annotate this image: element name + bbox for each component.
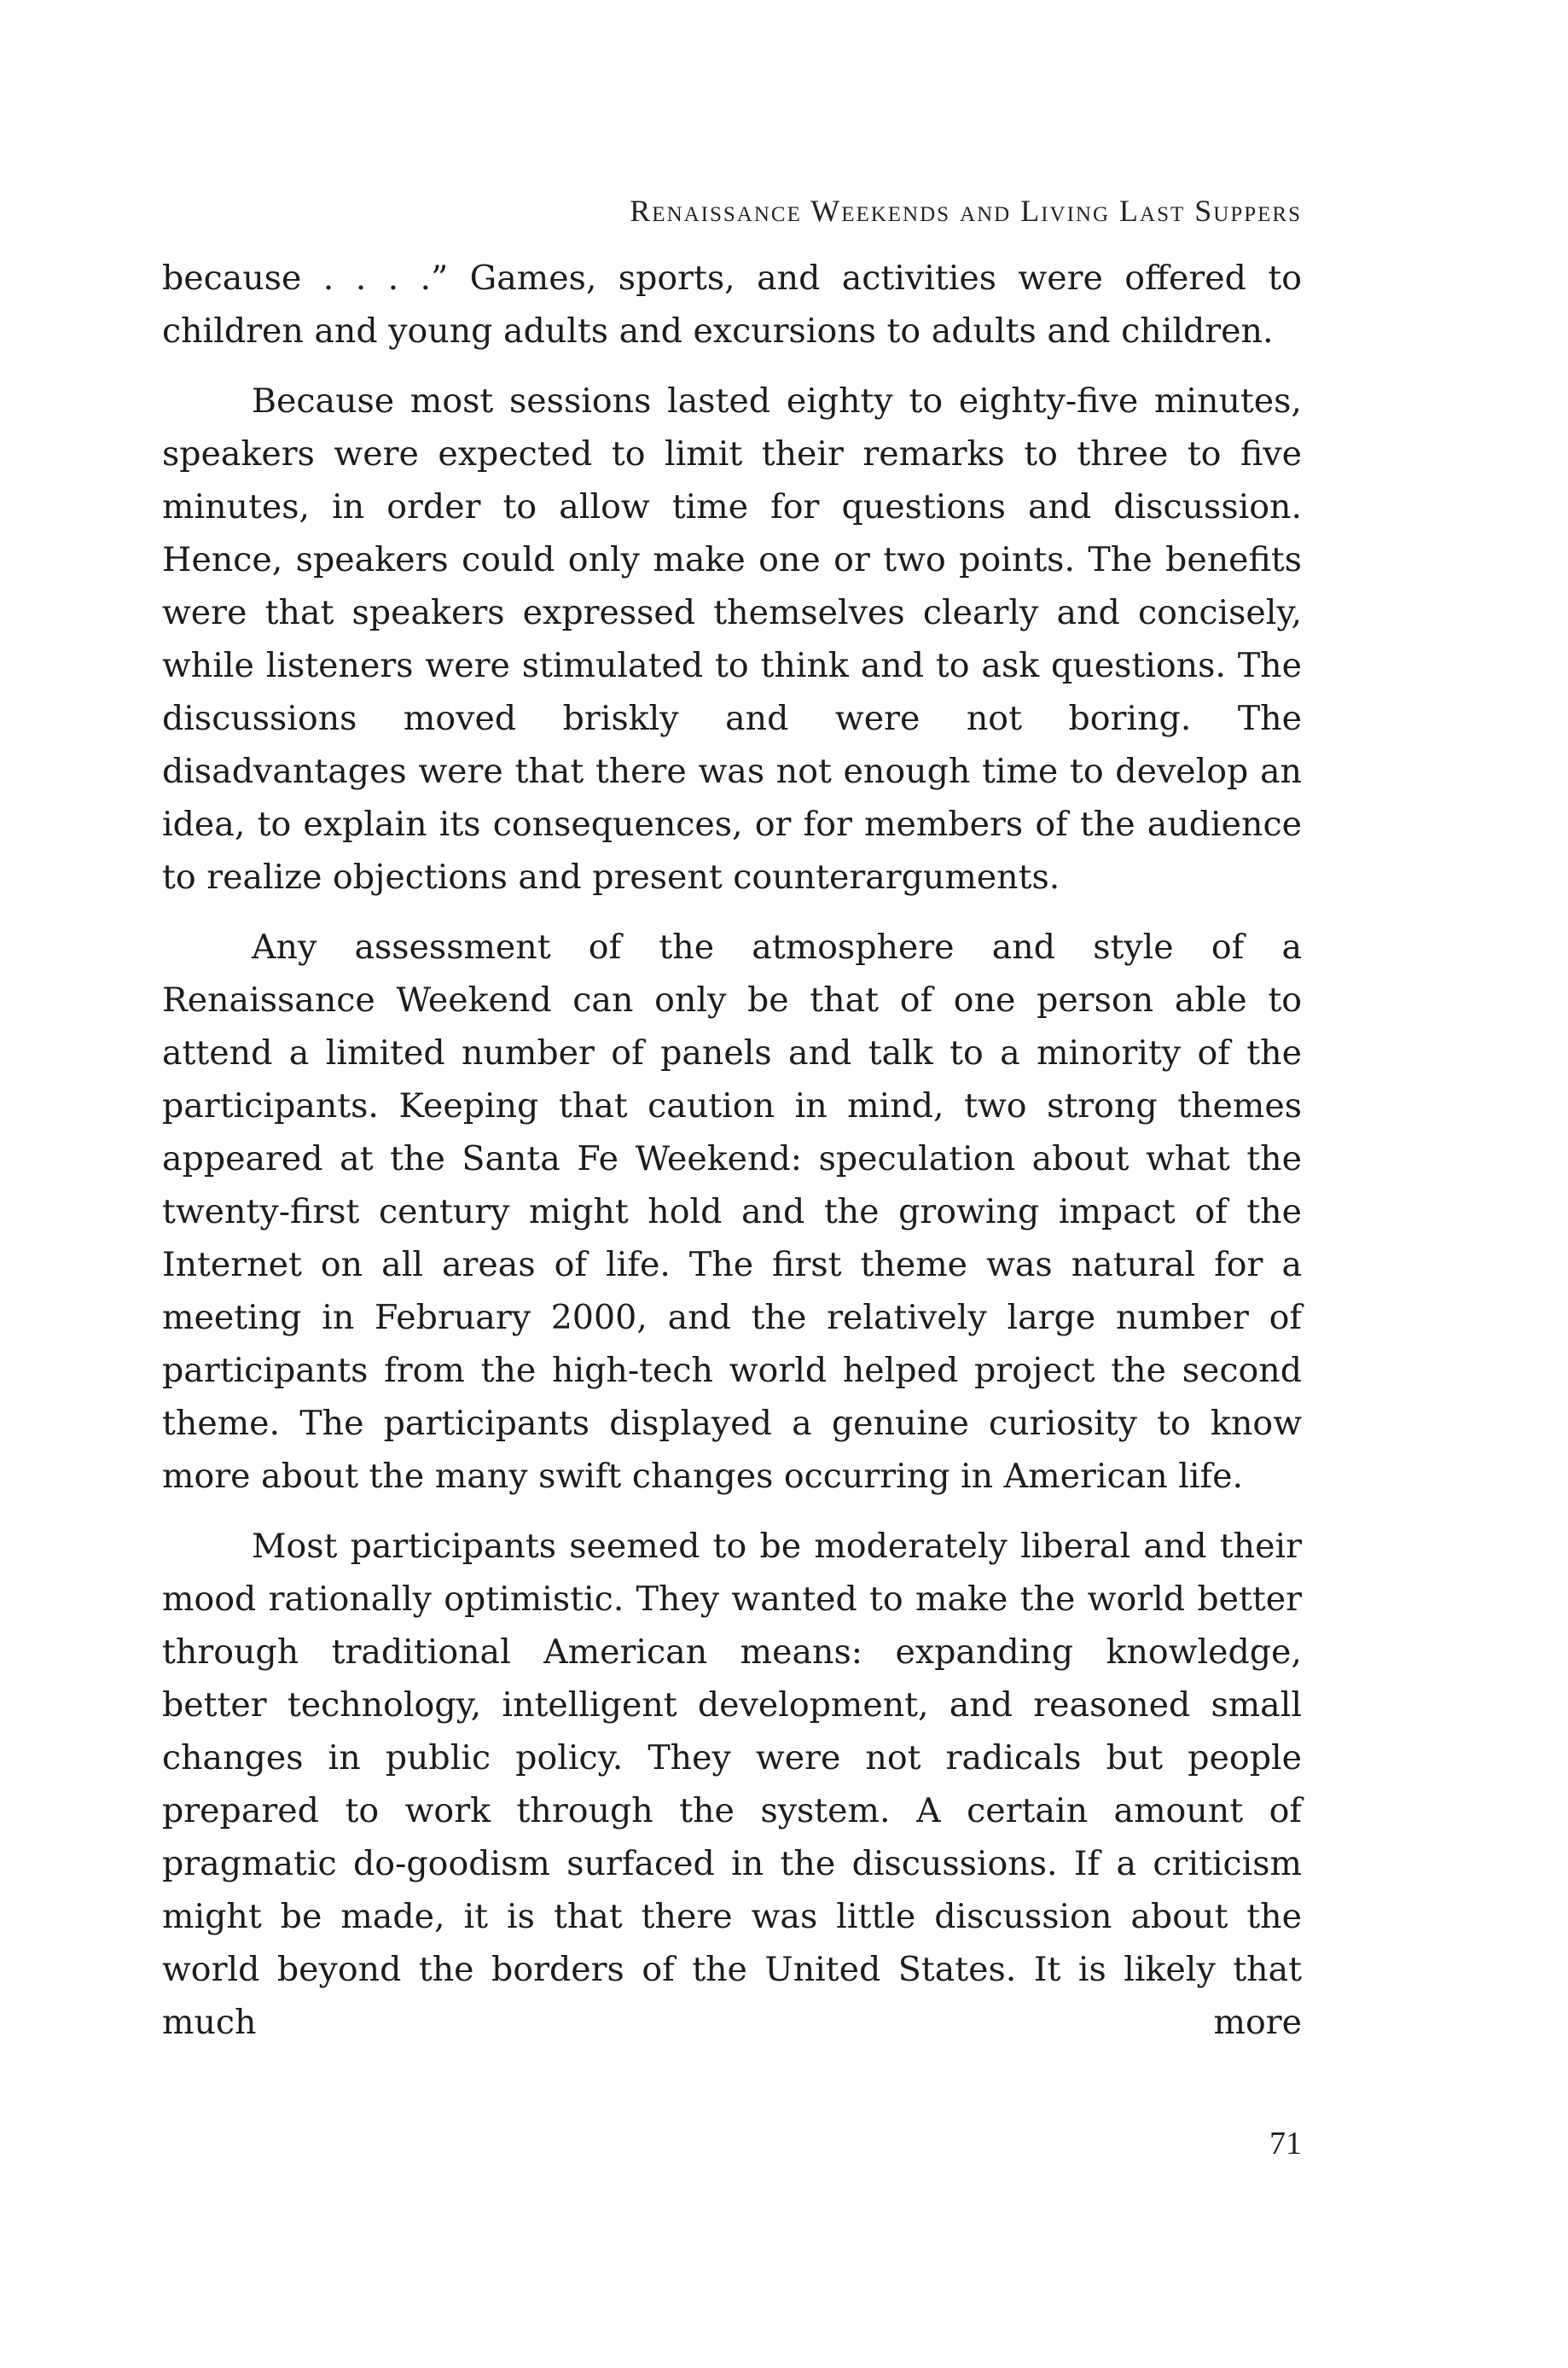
paragraph-atmosphere-assessment: Any assessment of the atmosphere and style of a Renaissance Weekend can only be that of one person able to attend a limited number of panels and talk to a minority of the participants. Keeping that caution in mind, two strong themes appeared at the Santa Fe Weekend: speculation about what the twenty-first century might hold and the growing impact of the Internet on all areas of life. The first theme was natural for a meeting in February 2000, and the relatively large number of participants from the high-tech world helped project the second theme. The participants displayed a genuine curiosity to know more about the many swift changes occurring in American life. xyxy=(162,928,1302,1496)
paragraph-participants-mood: Most participants seemed to be moderately liberal and their mood rationally optimistic. They wanted to make the world better through traditional American means: expanding knowledge, better technology, intelligent development, and reasoned small changes in public policy. They were not radicals but people prepared to work through the system. A certain amount of pragmatic do-goodism surfaced in the discussions. If a criticism might be made, it is that there was little discussion about the world beyond the borders of the United States. It is likely that much more xyxy=(162,1527,1302,2042)
paragraph-continuation: because . . . .” Games, sports, and activities were offered to children and young adults and excursions to adults and children. xyxy=(162,259,1302,351)
paragraph-session-length: Because most sessions lasted eighty to eighty-five minutes, speakers were expected to limit their remarks to three to five minutes, in order to allow time for questions and discussion. Hence, speakers could only make one or two points. The benefits were that speakers expressed themselves clearly and concisely, while listeners were stimulated to think and to ask questions. The discussions moved briskly and were not boring. The disadvantages were that there was not enough time to develop an idea, to explain its consequences, or for members of the audience to realize objections and present counterarguments. xyxy=(162,381,1302,897)
running-head: Renaissance Weekends and Living Last Suppers xyxy=(630,194,1302,228)
body-text xyxy=(162,252,1302,2066)
page-number: 71 xyxy=(1269,2126,1302,2161)
